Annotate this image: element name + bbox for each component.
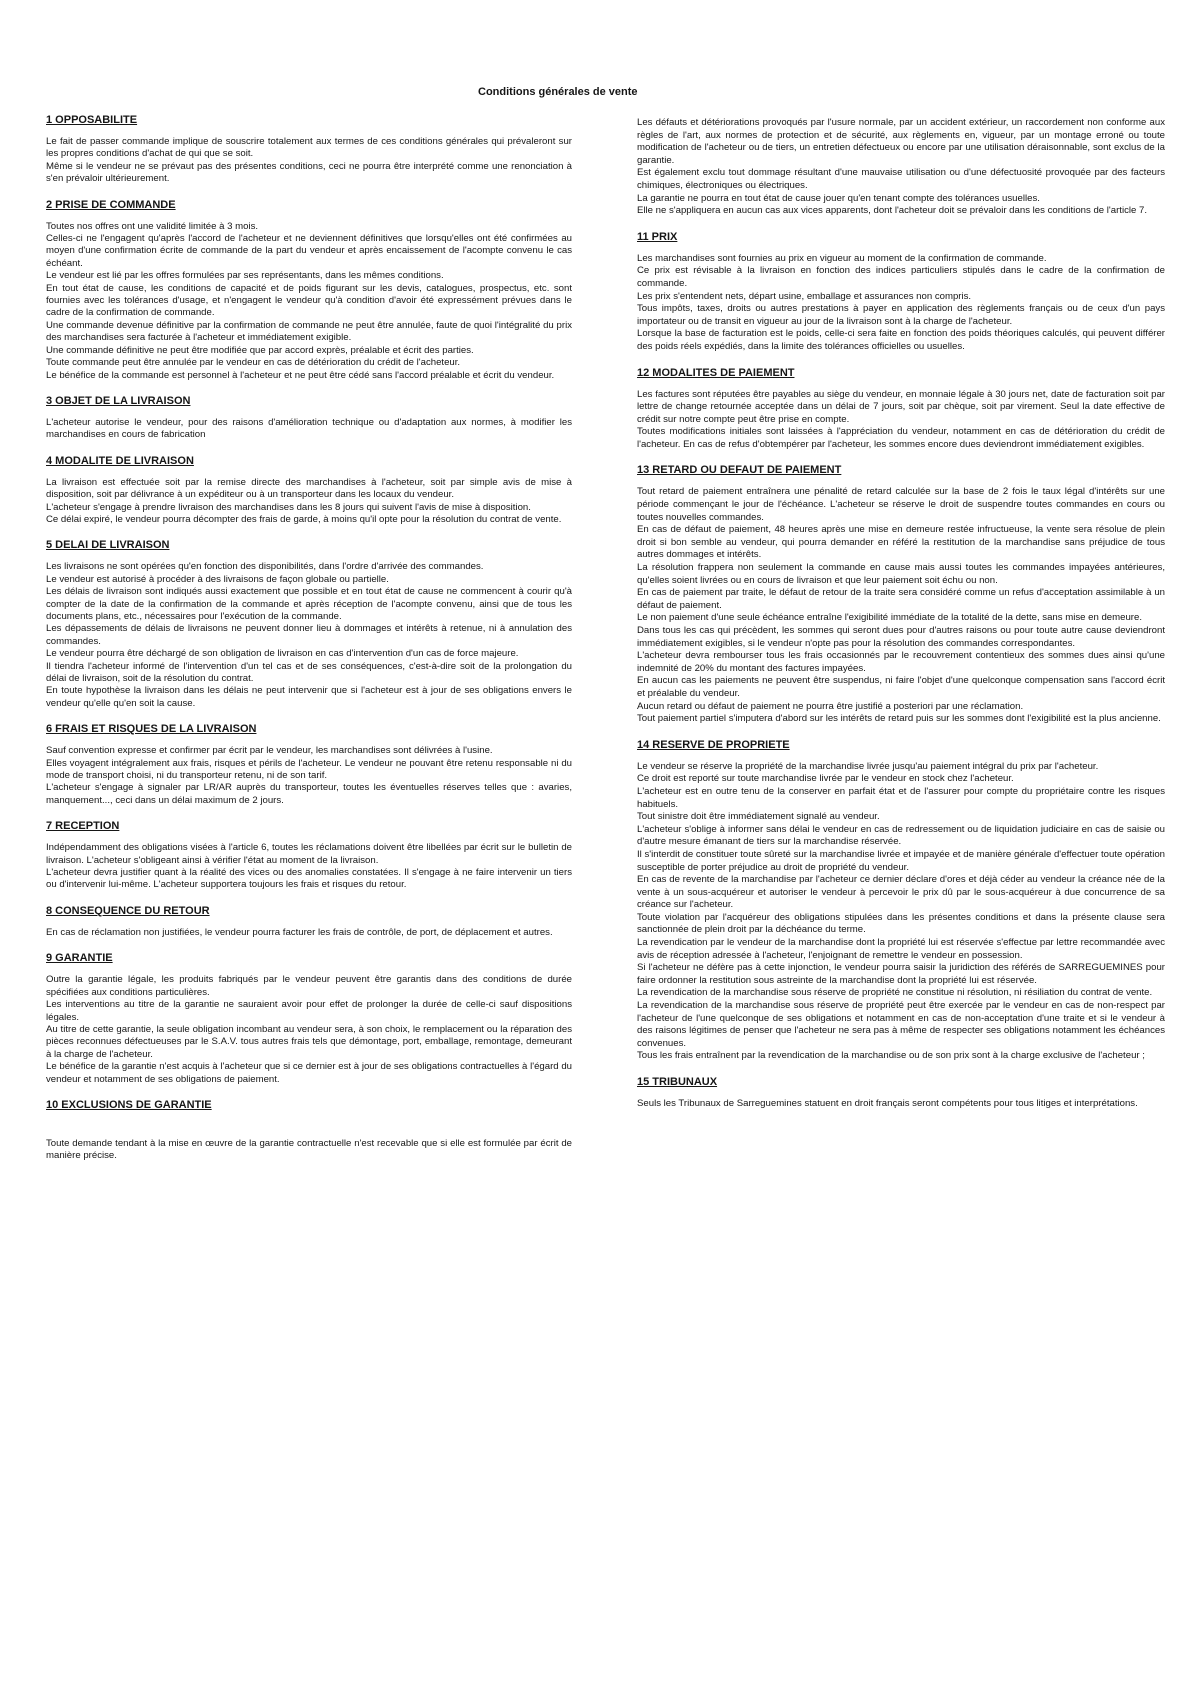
article-paragraph: Celles-ci ne l'engagent qu'après l'accord de l'acheteur et ne deviennent définitives que lorsqu'elles ont été confirmées au moyen d'une confirmation écrite de commande de la part du vendeur et après encaissement de l'acompte convenu le cas échéant.	[46, 233, 572, 269]
article-paragraph: Les livraisons ne sont opérées qu'en fonction des disponibilités, dans l'ordre d'arrivée des commandes.	[46, 561, 484, 573]
article-paragraph: En cas de réclamation non justifiées, le vendeur pourra facturer les frais de contrôle, de port, de déplacement et autres.	[46, 926, 553, 938]
article-paragraph: Tout paiement partiel s'imputera d'abord sur les intérêts de retard puis sur les sommes dont l'exigibilité est la plus ancienne.	[637, 713, 1161, 725]
article-section	[637, 117, 1165, 218]
article-paragraph: Le vendeur est autorisé à procéder à des livraisons de façon globale ou partielle.	[46, 573, 389, 585]
article-section	[46, 538, 572, 710]
article-heading: 8 CONSEQUENCE DU RETOUR	[46, 904, 210, 917]
article-paragraph: L'acheteur s'engage à prendre livraison des marchandises dans les 8 jours qui suivent l'avis de mise à disposition.	[46, 501, 531, 513]
article-section	[637, 230, 1165, 354]
left-column	[46, 113, 572, 1175]
article-paragraph: Au titre de cette garantie, la seule obligation incombant au vendeur sera, à son choix, le remplacement ou la réparation des pièces reconnues défectueuses par le S.A.V. tous autres frais tels que démontage, port, emballage, remontage, demeurant à la charge de l'acheteur.	[46, 1023, 572, 1060]
article-heading: 9 GARANTIE	[46, 952, 113, 965]
article-paragraph: Il tiendra l'acheteur informé de l'intervention d'un tel cas et de ses conséquences, c'est-à-dire soit de la prolongation du délai de livraison, soit de la résolution du contrat.	[46, 660, 572, 684]
article-paragraph: Ce droit est reporté sur toute marchandise livrée par le vendeur en stock chez l'acheteur.	[637, 773, 1014, 785]
article-paragraph: L'acheteur s'oblige à informer sans délai le vendeur en cas de redressement ou de liquidation judiciaire en cas de saisie ou d'autre mesure émanant de tiers sur la marchandise réservée.	[637, 823, 1165, 848]
article-paragraph: Une commande définitive ne peut être modifiée que par accord exprès, préalable et écrit des parties.	[46, 344, 474, 356]
article-paragraph: En cas de paiement par traite, le défaut de retour de la traite sera considéré comme un refus d'acceptation assimilable à un défaut de paiement.	[637, 587, 1165, 611]
article-paragraph: La revendication par le vendeur de la marchandise dont la propriété lui est réservée s'effectue par lettre recommandée avec avis de réception adressée à l'acheteur, l'enjoignant de remettre le vendeur en possession.	[637, 937, 1165, 961]
article-heading: 12 MODALITES DE PAIEMENT	[637, 366, 795, 379]
article-paragraph: Aucun retard ou défaut de paiement ne pourra être justifié a posteriori par une réclamation.	[637, 700, 1024, 712]
article-paragraph: L'acheteur devra justifier quant à la réalité des vices ou des anomalies constatées. Il s'engage à ne faire intervenir un tiers ou d'intervenir lui-même. L'acheteur supportera toujours les frais et risques du retour.	[46, 867, 572, 891]
article-paragraph: Toutes modifications initiales sont laissées à l'appréciation du vendeur, notamment en cas de détérioration du crédit de l'acheteur. En cas de refus d'obtempérer par l'acheteur, les sommes encore dues deviendront immédiatement exigibles.	[637, 426, 1165, 450]
article-paragraph: Si l'acheteur ne défère pas à cette injonction, le vendeur pourra saisir la juridiction des référés de SARREGUEMINES pour faire ordonner la restitution sous astreinte de la marchandise dont la propriété lui est réservée.	[637, 962, 1165, 986]
document-title: Conditions générales de vente	[478, 86, 638, 98]
article-paragraph: Tout retard de paiement entraînera une pénalité de retard calculée sur la base de 2 fois le taux légal d'intérêts sur une période commençant le jour de l'échéance. L'acheteur se réserve le droit de suspendre toutes commandes en cours ou toutes nouvelles commandes.	[637, 486, 1165, 523]
article-paragraph: Le vendeur se réserve la propriété de la marchandise livrée jusqu'au paiement intégral du prix par l'acheteur.	[637, 760, 1099, 772]
article-paragraph: Outre la garantie légale, les produits fabriqués par le vendeur peuvent être garantis dans des conditions de durée spécifiées aux conditions particulières.	[46, 974, 572, 998]
article-paragraph: Toutes nos offres ont une validité limitée à 3 mois.	[46, 220, 259, 232]
article-paragraph: Sauf convention expresse et confirmer par écrit par le vendeur, les marchandises sont délivrées à l'usine.	[46, 745, 493, 757]
article-paragraph: Le fait de passer commande implique de souscrire totalement aux termes de ces conditions générales qui prévaleront sur les propres conditions d'achat de qui que se soit.	[46, 136, 572, 160]
article-paragraph: Tous impôts, taxes, droits ou autres prestations à payer en application des règlements français ou de ceux d'un pays importateur ou de transit en vigueur au jour de la livraison sont à la charge de l'acheteur.	[637, 303, 1165, 327]
article-paragraph: Elle ne s'appliquera en aucun cas aux vices apparents, dont l'acheteur doit se prévaloir dans les conditions de l'article 7.	[637, 205, 1148, 217]
article-heading: 3 OBJET DE LA LIVRAISON	[46, 394, 191, 407]
article-paragraph: Tout sinistre doit être immédiatement signalé au vendeur.	[637, 811, 880, 823]
article-paragraph: Lorsque la base de facturation est le poids, celle-ci sera faite en fonction des poids théoriques calculés, qui peuvent différer des poids réels expédiés, dans la limite des tolérances officielles ou usuelles.	[637, 328, 1165, 352]
article-paragraph: En cas de défaut de paiement, 48 heures après une mise en demeure restée infructueuse, la vente sera résolue de plein droit si bon semble au vendeur, qui pourra demander en référé la restitution de la marchandise sans préjudice de tous autres dommages et intérêts.	[637, 524, 1165, 561]
article-paragraph: Les marchandises sont fournies au prix en vigueur au moment de la confirmation de commande.	[637, 252, 1047, 264]
article-heading: 2 PRISE DE COMMANDE	[46, 198, 176, 211]
article-heading: 6 FRAIS ET RISQUES DE LA LIVRAISON	[46, 723, 257, 736]
article-paragraph: Seuls les Tribunaux de Sarreguemines statuent en droit français seront compétents pour tous litiges et interprétations.	[637, 1098, 1138, 1109]
article-heading: 14 RESERVE DE PROPRIETE	[637, 738, 790, 751]
article-paragraph: Il s'interdit de constituer toute sûreté sur la marchandise livrée et impayée et de manière générale d'effectuer toute opération susceptible de porter préjudice au droit de propriété du vendeur.	[637, 848, 1165, 873]
article-paragraph: Même si le vendeur ne se prévaut pas des présentes conditions, ceci ne pourra être interprété comme une renonciation à s'en prévaloir ultérieurement.	[46, 160, 572, 185]
article-paragraph: La revendication de la marchandise sous réserve de propriété ne constitue ni résolution, ni résiliation du contrat de vente.	[637, 987, 1153, 999]
article-paragraph: Toute commande peut être annulée par le vendeur en cas de détérioration du crédit de l'acheteur.	[46, 357, 461, 369]
article-heading: 5 DELAI DE LIVRAISON	[46, 539, 170, 552]
article-paragraph: Indépendamment des obligations visées à l'article 6, toutes les réclamations doivent être libellées par écrit sur le bulletin de livraison. L'acheteur s'obligeant ainsi à vérifier l'état au moment de la livraison.	[46, 842, 572, 866]
article-heading: 1 OPPOSABILITE	[46, 114, 138, 126]
article-paragraph: La revendication de la marchandise sous réserve de propriété peut être exercée par le vendeur en cas de non-respect par l'acheteur de l'une quelconque de ses obligations et notamment en cas de non-acceptation d'une traite et si le vendeur à des raisons légitimes de penser que l'acheteur ne sera pas à même de respecter ses obligations notamment les échéances convenues.	[637, 1000, 1165, 1049]
article-paragraph: Les délais de livraison sont indiqués aussi exactement que possible et en tout état de cause ne commencent à courir qu'à compter de la date de la confirmation de la commande et après réception de l'acompte convenu, ainsi que de tous les documents plans, etc., nécessaires pour l'exécution de la commande.	[46, 586, 572, 622]
article-paragraph: Le bénéfice de la garantie n'est acquis à l'acheteur que si ce dernier est à jour de ses obligations contractuelles à l'égard du vendeur et notamment de ses obligations de paiement.	[46, 1061, 572, 1085]
article-section	[46, 951, 572, 1086]
article-section	[46, 1098, 572, 1163]
article-section	[637, 463, 1165, 725]
article-heading: 7 RECEPTION	[46, 820, 120, 833]
article-paragraph: Les interventions au titre de la garantie ne sauraient avoir pour effet de prolonger la durée de celle-ci sauf dispositions légales.	[46, 999, 572, 1023]
article-section	[46, 722, 572, 807]
article-paragraph: En toute hypothèse la livraison dans les délais ne peut intervenir que si l'acheteur est à jour de ses obligations envers le vendeur qu'elle qu'en soit la cause.	[46, 685, 572, 709]
article-section	[46, 454, 572, 527]
article-section	[46, 394, 572, 442]
article-heading: 11 PRIX	[637, 230, 678, 243]
article-paragraph: Une commande devenue définitive par la confirmation de commande ne peut être annulée, faute de quoi l'intégralité du prix des marchandises sera facturée à l'acheteur et immédiatement exigible.	[46, 319, 572, 344]
article-paragraph: Les défauts et détériorations provoqués par l'usure normale, par un accident extérieur, un raccordement non conforme aux règles de l'art, aux normes de protection et de sécurité, aux règlements en, vigueur, par un montage erroné ou toute modification de l'acheteur ou de tiers, un entretien défectueux ou encore par une utilisation déraisonnable, sont exclus de la garantie.	[637, 117, 1165, 166]
article-heading: 13 RETARD OU DEFAUT DE PAIEMENT	[637, 464, 842, 477]
article-paragraph: La livraison est effectuée soit par la remise directe des marchandises à l'acheteur, soit par simple avis de mise à disposition, soit par délivrance à un expéditeur ou à un transporteur dans les locaux du vendeur.	[46, 476, 572, 501]
article-section	[637, 366, 1165, 452]
article-paragraph: Le vendeur pourra être déchargé de son obligation de livraison en cas d'intervention d'un cas de force majeure.	[46, 648, 519, 660]
article-heading: 15 TRIBUNAUX	[637, 1076, 718, 1088]
article-section	[46, 819, 572, 892]
article-section	[637, 1075, 1165, 1111]
article-paragraph: Le non paiement d'une seule échéance entraîne l'exigibilité immédiate de la totalité de la dette, sans mise en demeure.	[637, 612, 1142, 624]
article-paragraph: Est également exclu tout dommage résultant d'une mauvaise utilisation ou d'une défectuosité provoquée par des facteurs chimiques, électroniques ou électriques.	[637, 167, 1165, 191]
article-paragraph: La résolution frappera non seulement la commande en cause mais aussi toutes les commandes impayées antérieures, qu'elles soient livrées ou en cours de livraison et que leur paiement soit échu ou non.	[637, 562, 1165, 586]
article-paragraph: Le vendeur est lié par les offres formulées par ses représentants, dans les mêmes conditions.	[46, 270, 444, 282]
article-paragraph: L'acheteur autorise le vendeur, pour des raisons d'amélioration technique ou d'adaptation aux normes, à modifier les marchandises en cours de fabrication	[46, 416, 572, 441]
article-paragraph: Elles voyagent intégralement aux frais, risques et périls de l'acheteur. Le vendeur ne pouvant être retenu responsable ni du mode de transport choisi, ni du transporteur retenu, ni de son tarif.	[46, 757, 572, 782]
article-paragraph: Toute demande tendant à la mise en œuvre de la garantie contractuelle n'est recevable que si elle est formulée par écrit de manière précise.	[46, 1137, 572, 1162]
article-heading: 4 MODALITE DE LIVRAISON	[46, 454, 194, 467]
article-paragraph: Dans tous les cas qui précèdent, les sommes qui seront dues pour d'autres raisons ou pour toute autre cause deviendront immédiatement exigibles, si le vendeur n'opte pas pour la résolution des commandes correspondantes.	[637, 625, 1165, 649]
article-paragraph: L'acheteur devra rembourser tous les frais occasionnés par le recouvrement contentieux des sommes dues ainsi qu'une indemnité de 20% du montant des factures impayées.	[637, 650, 1165, 674]
article-paragraph: En tout état de cause, les conditions de capacité et de poids figurant sur les devis, catalogues, prospectus, etc. sont fournies avec les tolérances d'usage, et n'engagent le vendeur qu'à condition d'avoir été expressément prévues dans le cadre de la confirmation de commande.	[46, 282, 572, 319]
article-section	[46, 198, 572, 382]
article-paragraph: La garantie ne pourra en tout état de cause jouer qu'en tenant compte des tolérances usuelles.	[637, 192, 1040, 204]
article-paragraph: Le bénéfice de la commande est personnel à l'acheteur et ne peut être cédé sans l'accord préalable et écrit du vendeur.	[46, 369, 555, 381]
article-paragraph: Ce prix est révisable à la livraison en fonction des indices particuliers stipulés dans le cadre de la confirmation de commande.	[637, 265, 1165, 289]
article-paragraph: Les prix s'entendent nets, départ usine, emballage et assurances non compris.	[637, 290, 972, 302]
article-paragraph: Les dépassements de délais de livraisons ne peuvent donner lieu à dommages et intérêts à retenue, ni à annulation des commandes.	[46, 623, 572, 647]
article-paragraph: L'acheteur s'engage à signaler par LR/AR auprès du transporteur, toutes les éventuelles réserves telles que : avaries, manquement..., ceci dans un délai maximum de 2 jours.	[46, 782, 572, 806]
article-paragraph: Ce délai expiré, le vendeur pourra décompter des frais de garde, à moins qu'il opte pour la résolution du contrat de vente.	[46, 513, 562, 525]
article-paragraph: En aucun cas les paiements ne peuvent être suspendus, ni faire l'objet d'une quelconque compensation sans l'accord écrit et préalable du vendeur.	[637, 675, 1165, 699]
right-column	[637, 117, 1165, 1123]
article-section	[46, 904, 572, 939]
article-heading: 10 EXCLUSIONS DE GARANTIE	[46, 1098, 212, 1111]
article-section	[637, 738, 1165, 1063]
article-paragraph: L'acheteur est en outre tenu de la conserver en parfait état et de l'assurer pour compte du propriétaire contre les risques habituels.	[637, 785, 1165, 810]
article-section	[46, 113, 572, 186]
article-paragraph: En cas de revente de la marchandise par l'acheteur ce dernier déclare d'ores et déjà céder au vendeur la créance née de la vente à un sous-acquéreur et autoriser le vendeur à percevoir le prix dû par le sous-acquéreur à due concurrence de sa créance sur l'acheteur.	[637, 874, 1165, 911]
article-paragraph: Tous les frais entraînent par la revendication de la marchandise ou de son prix sont à la charge exclusive de l'acheteur ;	[637, 1050, 1145, 1062]
article-paragraph: Les factures sont réputées être payables au siège du vendeur, en monnaie légale à 30 jours net, date de facturation soit par lettre de change retournée acceptée dans un délai de 7 jours, soit par chèque, soit par virement. Seul la date effective de crédit sur notre compte peut être prise en compte.	[637, 388, 1165, 425]
article-paragraph: Toute violation par l'acquéreur des obligations stipulées dans les présentes conditions et dans la présente clause sera sanctionnée de plein droit par la déchéance du terme.	[637, 911, 1165, 936]
